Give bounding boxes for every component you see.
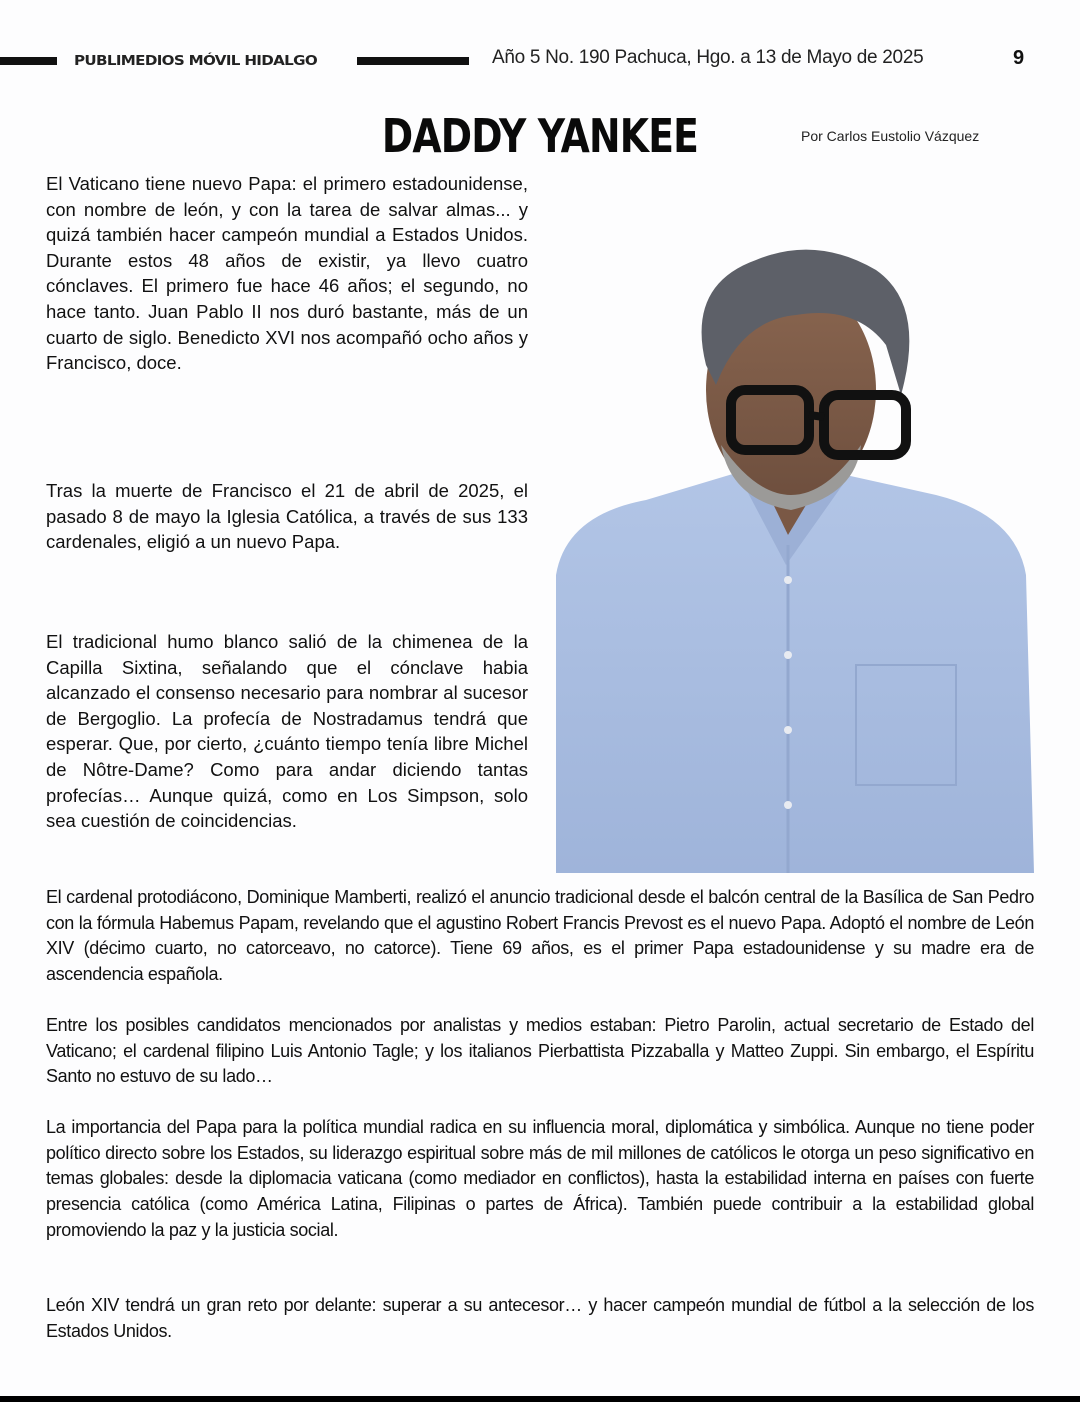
author-photo <box>556 245 1034 873</box>
paragraph-text: El cardenal protodiácono, Dominique Mamberti, realizó el anuncio tradicional desde el balcón central de la Basílica de San Pedro con la fórmula Habemus Papam, revelando que el agustino Robert Francis Prevost es el nuevo Papa. Adoptó el nombre de León XIV (décimo cuarto, no catorceavo, no catorce). Tiene 69 años, es el primer Papa estadounidense y su madre era de ascendencia española. <box>46 887 1034 985</box>
issue-line: Año 5 No. 190 Pachuca, Hgo. a 13 de Mayo de 2025 <box>492 47 924 68</box>
paragraph-5 <box>46 1013 1034 1090</box>
page-number: 9 <box>1013 47 1025 69</box>
header-rule-middle <box>357 57 469 65</box>
shirt-button <box>784 651 792 659</box>
glasses-bridge <box>809 415 824 417</box>
paragraph-text: León XIV tendrá un gran reto por delante: superar a su antecesor… y hacer campeón mundial de fútbol a la selección de los Estados Unidos. <box>46 1295 1034 1341</box>
shirt-button <box>784 801 792 809</box>
paragraph-text: La importancia del Papa para la política mundial radica en su influencia moral, diplomática y simbólica. Aunque no tiene poder político directo sobre los Estados, su liderazgo espiritual sobre más de mil millones de católicos le otorga un peso significativo en temas globales: desde la diplomacia vaticana (como mediador en conflictos), hasta la estabilidad interna en países con fuerte presencia católica (como América Latina, Filipinas o partes de África). También puede contribuir a la estabilidad global promoviendo la paz y la justicia social. <box>46 1117 1034 1240</box>
paragraph-7 <box>46 1293 1034 1344</box>
publisher-name: PUBLIMEDIOS MÓVIL HIDALGO <box>74 53 318 69</box>
paragraph-text: El Vaticano tiene nuevo Papa: el primero estadounidense, con nombre de león, y con la tarea de salvar almas... y quizá también hacer campeón mundial a Estados Unidos. Durante estos 48 años de existir, ya llevo cuatro cónclaves. El primero fue hace 46 años; el segundo, no hace tanto. Juan Pablo II nos duró bastante, más de un cuarto de siglo. Benedicto XVI nos acompañó ocho años y Francisco, doce. <box>46 173 528 374</box>
paragraph-3 <box>46 629 528 834</box>
article-byline: Por Carlos Eustolio Vázquez <box>801 128 980 144</box>
paragraph-6 <box>46 1115 1034 1244</box>
shirt-button <box>784 576 792 584</box>
footer-rule <box>0 1396 1080 1402</box>
paragraph-text: Tras la muerte de Francisco el 21 de abril de 2025, el pasado 8 de mayo la Iglesia Católica, a través de sus 133 cardenales, eligió a un nuevo Papa. <box>46 480 528 553</box>
paragraph-text: Entre los posibles candidatos mencionados por analistas y medios estaban: Pietro Parolin, actual secretario de Estado del Vaticano; el cardenal filipino Luis Antonio Tagle; y los italianos Pierbattista Pizzaballa y Matteo Zuppi. Sin embargo, el Espíritu Santo no estuvo de su lado… <box>46 1015 1034 1087</box>
article-title: DADDY YANKEE <box>381 108 699 163</box>
header-rule-left <box>0 57 57 65</box>
paragraph-1 <box>46 171 528 376</box>
author-portrait-illustration <box>556 245 1034 873</box>
paragraph-text: El tradicional humo blanco salió de la chimenea de la Capilla Sixtina, señalando que el cónclave habia alcanzado el consenso necesario para nombrar al sucesor de Bergoglio. La profecía de Nostradamus tendrá que esperar. Que, por cierto, ¿cuánto tiempo tenía libre Michel de Nôtre-Dame? Como para andar diciendo tantas profecías… Aunque quizá, como en Los Simpson, solo sea cuestión de coincidencias. <box>46 631 528 832</box>
paragraph-2 <box>46 478 528 555</box>
paragraph-4 <box>46 885 1034 988</box>
shirt-button <box>784 726 792 734</box>
